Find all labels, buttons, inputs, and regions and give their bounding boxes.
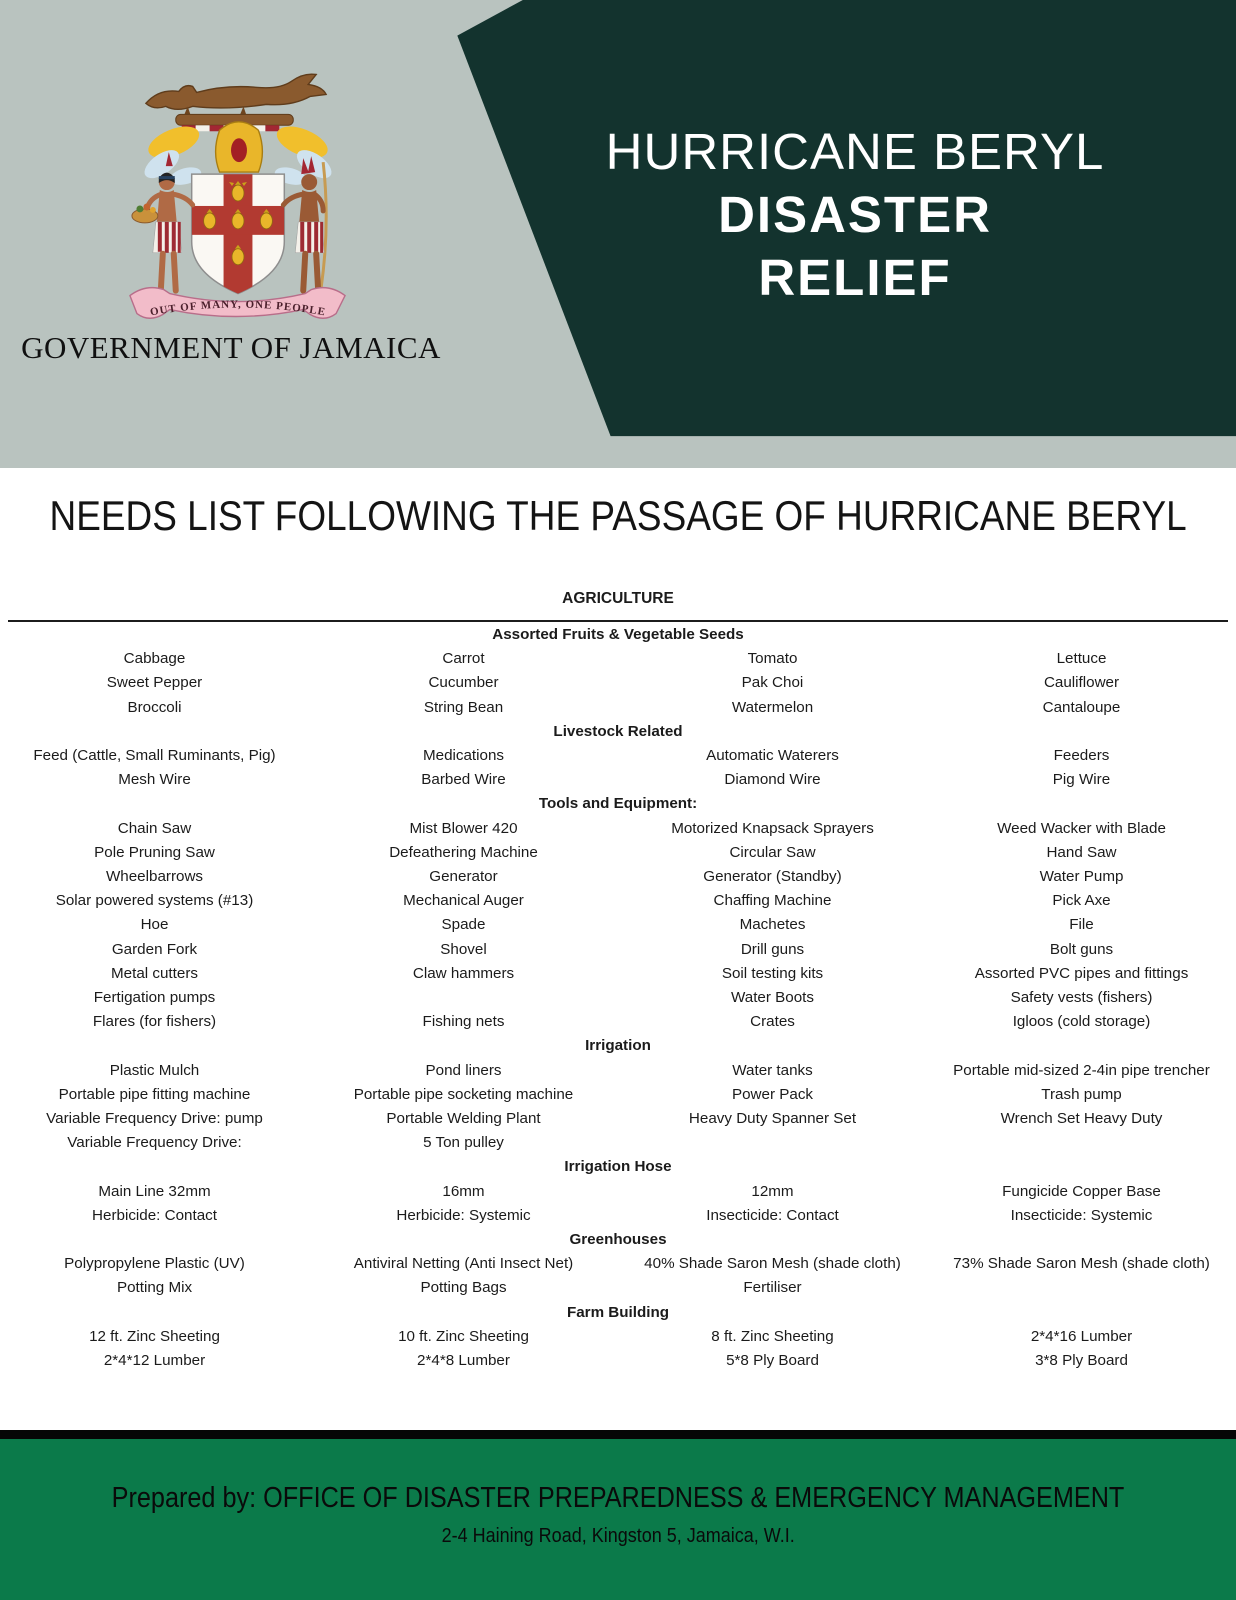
- list-item: Metal cutters: [111, 964, 198, 982]
- list-item: Igloos (cold storage): [1012, 1013, 1151, 1031]
- needs-row: [0, 696, 1236, 720]
- list-item: Portable pipe fitting machine: [58, 1085, 251, 1103]
- empty-cell: [618, 1131, 927, 1155]
- list-item: Fertiliser: [743, 1279, 802, 1297]
- list-item: 2*4*12 Lumber: [103, 1352, 206, 1370]
- list-item: Polypropylene Plastic (UV): [64, 1255, 245, 1273]
- list-item: Weed Wacker with Blade: [997, 819, 1166, 837]
- list-item: File: [1069, 916, 1094, 934]
- list-item: Cucumber: [428, 674, 499, 692]
- list-item: Pole Pruning Saw: [94, 843, 215, 861]
- list-item: Plastic Mulch: [109, 1061, 200, 1079]
- needs-row: [0, 913, 1236, 937]
- list-item: Power Pack: [731, 1085, 814, 1103]
- list-item: Portable pipe socketing machine: [353, 1085, 574, 1103]
- list-item: Sweet Pepper: [106, 674, 203, 692]
- needs-row: [0, 889, 1236, 913]
- list-item: Hand Saw: [1046, 843, 1117, 861]
- needs-row: [0, 671, 1236, 695]
- list-item: Chain Saw: [117, 819, 192, 837]
- needs-row: [0, 744, 1236, 768]
- list-item: Spade: [441, 916, 486, 934]
- list-item: String Bean: [423, 698, 504, 716]
- empty-cell: [927, 1276, 1236, 1300]
- motto-text: OUT OF MANY, ONE PEOPLE: [149, 298, 327, 319]
- government-of-jamaica-label: GOVERNMENT OF JAMAICA: [21, 330, 441, 365]
- needs-row: [0, 1131, 1236, 1155]
- list-item: Barbed Wire: [421, 771, 506, 789]
- footer-prepared-by-row: [0, 1481, 1236, 1515]
- list-item: Motorized Knapsack Sprayers: [671, 819, 874, 837]
- list-item: Automatic Waterers: [706, 747, 839, 765]
- list-item: Watermelon: [731, 698, 814, 716]
- list-item: 5 Ton pulley: [423, 1134, 504, 1152]
- needs-row: [0, 1276, 1236, 1300]
- list-item: Mesh Wire: [118, 771, 191, 789]
- list-item: Diamond Wire: [724, 771, 821, 789]
- list-item: Water Pump: [1039, 868, 1124, 886]
- list-item: Assorted PVC pipes and fittings: [974, 964, 1189, 982]
- list-item: Trash pump: [1041, 1085, 1122, 1103]
- needs-row: [0, 841, 1236, 865]
- jamaica-coat-of-arms: [116, 68, 360, 324]
- needs-row: [0, 647, 1236, 671]
- list-item: Portable Welding Plant: [386, 1110, 541, 1128]
- group-heading: Assorted Fruits & Vegetable Seeds: [492, 626, 744, 643]
- needs-row: [0, 1349, 1236, 1373]
- list-item: Antiviral Netting (Anti Insect Net): [353, 1255, 574, 1273]
- crocodile-icon: [146, 74, 326, 118]
- list-item: Crates: [750, 1013, 795, 1031]
- needs-row: [0, 1180, 1236, 1204]
- list-item: Cabbage: [123, 650, 186, 668]
- list-item: Water tanks: [732, 1061, 813, 1079]
- list-item: Feeders: [1053, 747, 1110, 765]
- group-heading: Tools and Equipment:: [538, 795, 698, 813]
- footer-address-row: [0, 1523, 1236, 1549]
- list-item: Shovel: [440, 940, 487, 958]
- list-item: Insecticide: Contact: [706, 1206, 839, 1224]
- needs-row: [0, 1083, 1236, 1107]
- list-item: Pig Wire: [1052, 771, 1111, 789]
- needs-row: [0, 865, 1236, 889]
- hero-title-line2: DISASTER: [718, 186, 992, 243]
- group-heading: Irrigation: [585, 1037, 651, 1055]
- group-heading: Greenhouses: [569, 1231, 667, 1249]
- needs-row: [0, 1204, 1236, 1228]
- empty-cell: [309, 986, 618, 1010]
- hero-title-line1: HURRICANE BERYL: [605, 123, 1105, 180]
- list-item: Insecticide: Systemic: [1010, 1206, 1153, 1224]
- list-item: Drill guns: [740, 940, 805, 958]
- list-item: Mist Blower 420: [409, 819, 518, 837]
- needs-row: [0, 986, 1236, 1010]
- needs-row: [0, 1252, 1236, 1276]
- page-title-wrap: [0, 492, 1236, 540]
- section-heading-agriculture: AGRICULTURE: [562, 590, 674, 607]
- list-item: Circular Saw: [729, 843, 816, 861]
- list-item: 12mm: [751, 1182, 794, 1200]
- list-item: Defeathering Machine: [389, 843, 538, 861]
- needs-row: [0, 1107, 1236, 1131]
- list-item: Hoe: [140, 916, 169, 934]
- helmet-icon: [216, 122, 263, 172]
- list-item: Water Boots: [731, 989, 814, 1007]
- list-item: 8 ft. Zinc Sheeting: [711, 1327, 834, 1345]
- needs-row: [0, 938, 1236, 962]
- list-item: Herbicide: Contact: [92, 1206, 217, 1224]
- list-item: Bolt guns: [1049, 940, 1114, 958]
- list-item: Claw hammers: [412, 964, 515, 982]
- list-item: Generator: [429, 868, 498, 886]
- needs-row: [0, 1059, 1236, 1083]
- list-item: Potting Mix: [116, 1279, 193, 1297]
- list-item: Solar powered systems (#13): [55, 892, 254, 910]
- list-item: 2*4*8 Lumber: [417, 1352, 510, 1370]
- header-band: [0, 0, 1236, 468]
- list-item: Lettuce: [1056, 650, 1107, 668]
- list-item: Fungicide Copper Base: [1002, 1182, 1161, 1200]
- needs-row: [0, 1325, 1236, 1349]
- list-item: 3*8 Ply Board: [1035, 1352, 1128, 1370]
- list-item: Chaffing Machine: [713, 892, 832, 910]
- list-item: Portable mid-sized 2-4in pipe trencher: [953, 1061, 1210, 1079]
- list-item: Mechanical Auger: [403, 892, 524, 910]
- list-item: 2*4*16 Lumber: [1030, 1327, 1133, 1345]
- list-item: Tomato: [747, 650, 798, 668]
- list-item: Fertigation pumps: [93, 989, 216, 1007]
- list-item: Potting Bags: [420, 1279, 507, 1297]
- list-item: Fishing nets: [422, 1013, 505, 1031]
- list-item: 10 ft. Zinc Sheeting: [398, 1327, 529, 1345]
- list-item: Heavy Duty Spanner Set: [688, 1110, 857, 1128]
- list-item: Safety vests (fishers): [1010, 989, 1153, 1007]
- needs-row: [0, 768, 1236, 792]
- list-item: Flares (for fishers): [92, 1013, 217, 1031]
- list-item: Cantaloupe: [1042, 698, 1121, 716]
- empty-cell: [927, 1131, 1236, 1155]
- list-item: Pond liners: [425, 1061, 502, 1079]
- list-item: 5*8 Ply Board: [726, 1352, 819, 1370]
- hero-title: [474, 120, 1236, 309]
- list-item: Wrench Set Heavy Duty: [1000, 1110, 1163, 1128]
- list-item: Pak Choi: [741, 674, 804, 692]
- group-heading: Livestock Related: [553, 722, 683, 740]
- list-item: Feed (Cattle, Small Ruminants, Pig): [33, 747, 276, 765]
- page-title: NEEDS LIST FOLLOWING THE PASSAGE OF HURRICANE BERYL: [49, 492, 1187, 539]
- list-item: Herbicide: Systemic: [396, 1206, 531, 1224]
- list-item: 16mm: [442, 1182, 485, 1200]
- list-item: 40% Shade Saron Mesh (shade cloth): [644, 1255, 901, 1273]
- group-heading: Farm Building: [566, 1303, 670, 1321]
- footer-prepared-by: Prepared by: OFFICE OF DISASTER PREPAREDNESS & EMERGENCY MANAGEMENT: [111, 1482, 1125, 1514]
- needs-list: [0, 623, 1236, 1373]
- needs-row: [0, 962, 1236, 986]
- list-item: Cauliflower: [1043, 674, 1120, 692]
- list-item: Variable Frequency Drive:: [67, 1134, 242, 1152]
- list-item: Garden Fork: [111, 940, 198, 958]
- list-item: 12 ft. Zinc Sheeting: [89, 1327, 220, 1345]
- list-item: Broccoli: [127, 698, 182, 716]
- hero-title-line3: RELIEF: [758, 249, 952, 306]
- shield-icon: [192, 174, 285, 297]
- group-heading: Irrigation Hose: [564, 1158, 672, 1176]
- list-item: Soil testing kits: [721, 964, 824, 982]
- list-item: Carrot: [442, 650, 485, 668]
- list-item: Variable Frequency Drive: pump: [46, 1110, 263, 1128]
- needs-row: [0, 1010, 1236, 1034]
- list-item: Wheelbarrows: [105, 868, 204, 886]
- horizontal-divider: [8, 620, 1228, 622]
- list-item: 73% Shade Saron Mesh (shade cloth): [953, 1255, 1210, 1273]
- footer-band: [0, 1430, 1236, 1600]
- list-item: Pick Axe: [1052, 892, 1111, 910]
- list-item: Medications: [422, 747, 505, 765]
- list-item: Generator (Standby): [703, 868, 842, 886]
- list-item: Main Line 32mm: [98, 1182, 211, 1200]
- footer-address: 2-4 Haining Road, Kingston 5, Jamaica, W.I.: [441, 1525, 795, 1547]
- list-item: Machetes: [739, 916, 806, 934]
- needs-row: [0, 817, 1236, 841]
